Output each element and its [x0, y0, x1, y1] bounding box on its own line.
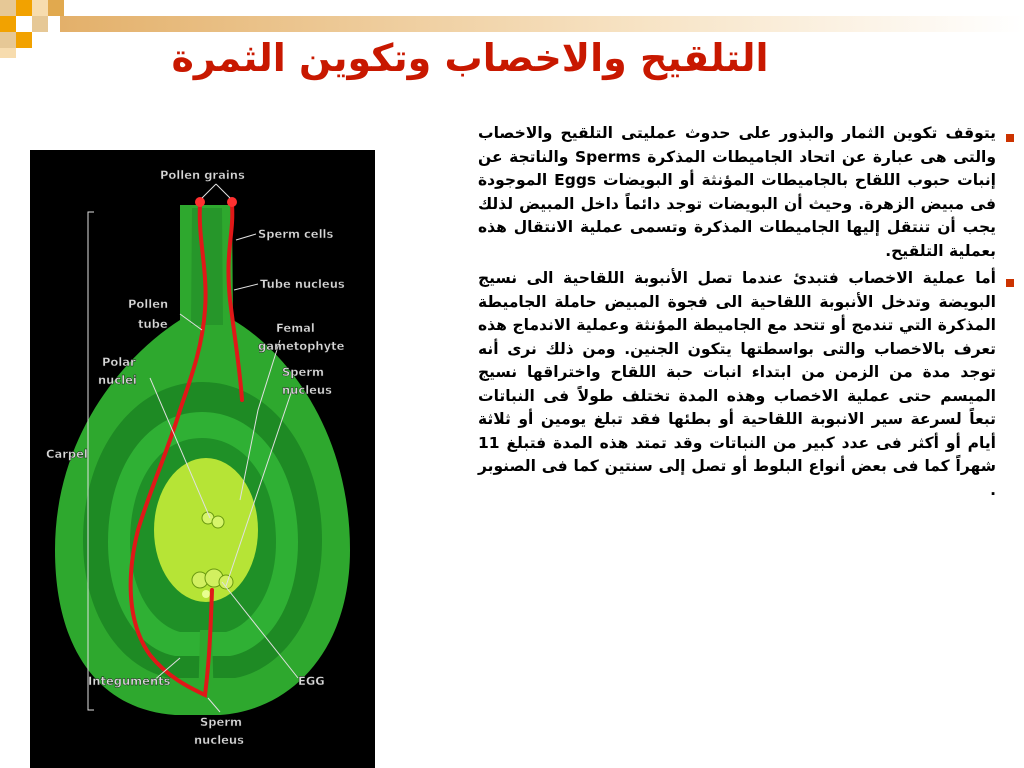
ovary-diagram-svg: [30, 150, 375, 768]
leader-line: [236, 234, 256, 240]
bullet-square-icon: [996, 122, 1020, 142]
label-polar-nuclei: nuclei: [98, 373, 137, 387]
label-pollen-tube: Pollen: [128, 297, 169, 311]
polar-nucleus: [212, 516, 224, 528]
label-female-gametophyte: Femal: [276, 321, 315, 335]
label-sperm-nucleus: nucleus: [282, 383, 332, 397]
label-sperm-nucleus-bottom: Sperm: [200, 715, 242, 729]
label-integuments: Integuments: [88, 674, 171, 688]
bullet-text: أما عملية الاخصاب فتبدئ عندما تصل الأنبوبة اللقاحية الى نسيج البويضة وتدخل الأنبوبة اللقاحية الى فجوة المبيض حاملة الجاميطة المذكرة التي تندمج أو تتحد مع الجاميطة المؤنثة وعملية الاندماج هذه تعرف بالاخصاب والتى بواسطتها يتكون الجنين. ومن ذلك نرى أنه توجد مدة من الزمن من ابتداء انبات حبة اللقاح واختراقها نسيج الميسم حتى عملية الاخصاب وهذه المدة تختلف طولاً فى النباتات تبعاً لسرعة سير الانبوبة اللقاحية أو بطئها فقد تبلغ يومين أو ثلاثة أيام أو أكثر فى عدد كبير من النباتات وقد تمتد هذه المدة فتبلغ 11 شهراً كما فى بعض أنواع البلوط أو تصل إلى سنتين كما فى الصنوبر .: [478, 269, 996, 499]
label-carpel: Carpel: [46, 447, 88, 461]
label-sperm-nucleus: Sperm: [282, 365, 324, 379]
pollen-grain: [195, 197, 205, 207]
bullet-item: [440, 122, 1020, 263]
label-female-gametophyte: gametophyte: [258, 339, 345, 353]
bullet-square-icon: [996, 267, 1020, 287]
label-sperm-nucleus-bottom: nucleus: [194, 733, 244, 747]
bullet-text: يتوقف تكوين الثمار والبذور على حدوث عمليتى التلقيح والاخصاب والتى هى عبارة عن اتحاد الجاميطات المذكرة Sperms والناتجة عن إنبات حبوب اللقاح بالجاميطات المؤنثة أو البويضات Eggs الموجودة فى مبيض الزهرة. وحيث أن البويضات توجد دائماً داخل المبيض لذلك يجب أن تنتقل إليها الجاميطات المذكرة وتسمى عملية الانتقال هذه بعملية التلقيح.: [478, 124, 996, 260]
label-pollen-grains: Pollen grains: [160, 168, 245, 182]
leader-line: [234, 284, 258, 290]
label-polar-nuclei: Polar: [102, 355, 136, 369]
bullet-item: [440, 267, 1020, 502]
label-tube-nucleus: Tube nucleus: [260, 277, 345, 291]
pollen-grain: [227, 197, 237, 207]
label-pollen-tube: tube: [138, 317, 168, 331]
label-sperm-cells: Sperm cells: [258, 227, 334, 241]
leader-line: [202, 184, 230, 198]
slide-title: التلقيح والاخصاب وتكوين الثمرة: [171, 36, 769, 80]
bullet-list: [440, 122, 1020, 502]
ovary-fertilization-diagram: [30, 150, 375, 768]
sperm-nucleus: [202, 590, 210, 598]
top-accent-bar: [60, 16, 1024, 32]
label-egg: EGG: [298, 674, 325, 688]
